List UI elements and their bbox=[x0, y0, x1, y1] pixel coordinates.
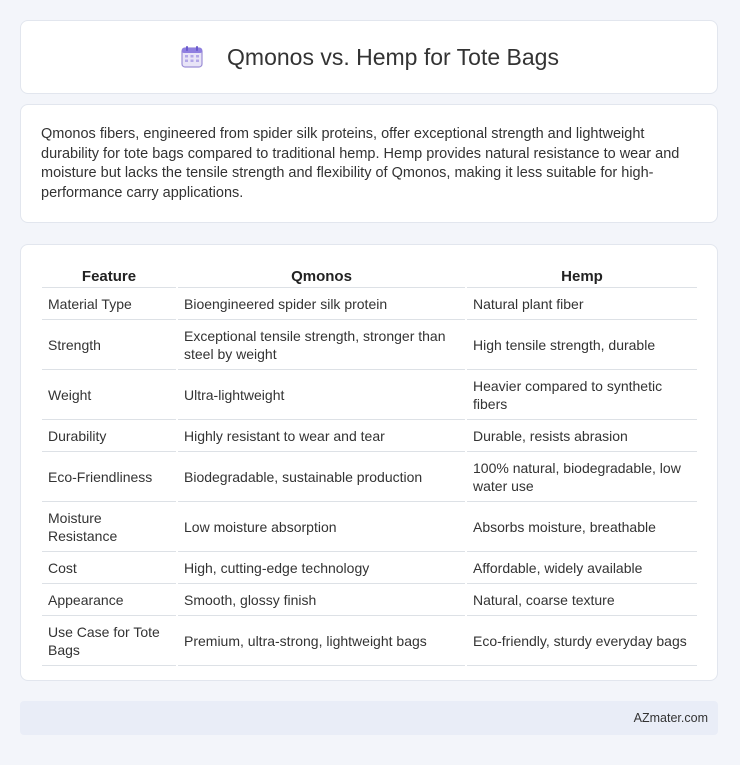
feature-cell: Moisture Resistance bbox=[42, 502, 177, 552]
calendar-icon bbox=[179, 44, 205, 70]
feature-cell: Appearance bbox=[42, 584, 177, 616]
table-row bbox=[42, 288, 697, 320]
table-row bbox=[42, 420, 697, 452]
title-card bbox=[20, 20, 718, 94]
feature-cell: Durability bbox=[42, 420, 177, 452]
footer-site-link[interactable]: AZmater.com bbox=[633, 711, 708, 725]
qmonos-cell: Biodegradable, sustainable production bbox=[177, 452, 466, 502]
table-row bbox=[42, 552, 697, 584]
header-hemp: Hemp bbox=[466, 265, 697, 288]
feature-cell: Eco-Friendliness bbox=[42, 452, 177, 502]
comparison-card bbox=[20, 244, 718, 681]
qmonos-cell: Highly resistant to wear and tear bbox=[177, 420, 466, 452]
hemp-cell: Eco-friendly, sturdy everyday bags bbox=[466, 616, 697, 666]
hemp-cell: Natural, coarse texture bbox=[466, 584, 697, 616]
table-row bbox=[42, 370, 697, 420]
table-row bbox=[42, 502, 697, 552]
intro-text: Qmonos fibers, engineered from spider silk proteins, offer exceptional strength and lightweight durability for tote bags compared to traditional hemp. Hemp provides natural resistance to wear and moisture but lacks the tensile strength and flexibility of Qmonos, making it less suitable for high-performance carry applications. bbox=[41, 126, 680, 201]
header-feature: Feature bbox=[42, 265, 177, 288]
comparison-table bbox=[42, 265, 697, 666]
table-row bbox=[42, 616, 697, 666]
qmonos-cell: Low moisture absorption bbox=[177, 502, 466, 552]
qmonos-cell: Smooth, glossy finish bbox=[177, 584, 466, 616]
hemp-cell: High tensile strength, durable bbox=[466, 320, 697, 370]
hemp-cell: Heavier compared to synthetic fibers bbox=[466, 370, 697, 420]
intro-card bbox=[20, 104, 718, 223]
table-row bbox=[42, 584, 697, 616]
qmonos-cell: Exceptional tensile strength, stronger than steel by weight bbox=[177, 320, 466, 370]
feature-cell: Strength bbox=[42, 320, 177, 370]
footer bbox=[20, 701, 718, 735]
table-header-row bbox=[42, 265, 697, 288]
table-row bbox=[42, 320, 697, 370]
hemp-cell: Durable, resists abrasion bbox=[466, 420, 697, 452]
table-row bbox=[42, 452, 697, 502]
feature-cell: Material Type bbox=[42, 288, 177, 320]
qmonos-cell: Premium, ultra-strong, lightweight bags bbox=[177, 616, 466, 666]
feature-cell: Weight bbox=[42, 370, 177, 420]
qmonos-cell: High, cutting-edge technology bbox=[177, 552, 466, 584]
feature-cell: Use Case for Tote Bags bbox=[42, 616, 177, 666]
page-title: Qmonos vs. Hemp for Tote Bags bbox=[227, 43, 559, 70]
qmonos-cell: Bioengineered spider silk protein bbox=[177, 288, 466, 320]
hemp-cell: 100% natural, biodegradable, low water use bbox=[466, 452, 697, 502]
header-qmonos: Qmonos bbox=[177, 265, 466, 288]
hemp-cell: Affordable, widely available bbox=[466, 552, 697, 584]
hemp-cell: Absorbs moisture, breathable bbox=[466, 502, 697, 552]
hemp-cell: Natural plant fiber bbox=[466, 288, 697, 320]
feature-cell: Cost bbox=[42, 552, 177, 584]
qmonos-cell: Ultra-lightweight bbox=[177, 370, 466, 420]
